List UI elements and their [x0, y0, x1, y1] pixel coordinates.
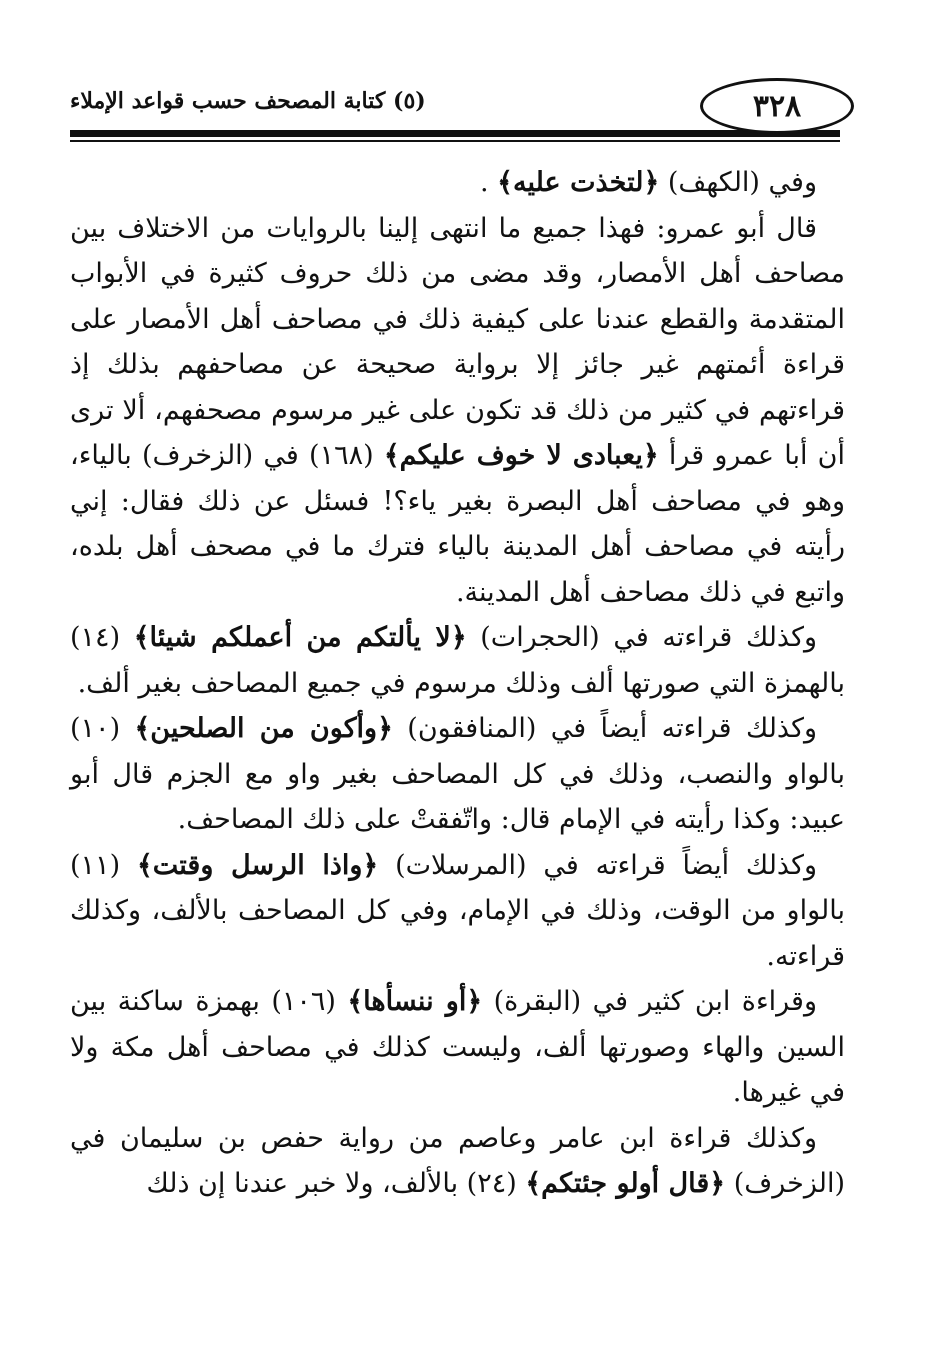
header-rule-thin	[70, 140, 840, 142]
text-segment: وفي (الكهف)	[659, 167, 817, 198]
text-segment: وكذلك قراءته أيضاً في (المنافقون)	[392, 713, 817, 744]
text-segment: .	[480, 167, 498, 198]
text-segment: وكذلك أيضاً قراءته في (المرسلات)	[378, 849, 817, 881]
quran-quote: ﴿يعبادى لا خوف عليكم﴾	[383, 440, 659, 471]
text-segment: وكذلك قراءته في (الحجرات)	[466, 622, 817, 653]
paragraph	[70, 1116, 845, 1207]
text-segment: وقراءة ابن كثير في (البقرة)	[482, 986, 817, 1017]
text-segment: (١٠) بالواو والنصب، وذلك في كل المصاحف بغير واو مع الجزم قال أبو عبيد: وكذا رأيته في الإمام قال: واتّفقتْ على ذلك المصاحف.	[70, 713, 845, 835]
paragraph	[70, 706, 845, 843]
paragraph	[70, 979, 845, 1116]
running-title: (٥) كتابة المصحف حسب قواعد الإملاء	[70, 88, 426, 114]
paragraph	[70, 160, 845, 206]
text-segment: (١١) بالواو من الوقت، وذلك في الإمام، وفي كل المصاحف بالألف، وكذلك قراءته.	[70, 849, 845, 972]
quran-quote: ﴿أو ننسأها﴾	[347, 986, 483, 1017]
paragraph	[70, 843, 845, 980]
quran-quote: ﴿لا يألتكم من أعملكم شيئا﴾	[133, 622, 467, 653]
text-segment: قال أبو عمرو: فهذا جميع ما انتهى إلينا بالروايات من الاختلاف بين مصاحف أهل الأمصار، وقد مضى من ذلك حروف كثيرة في الأبواب المتقدمة والقطع عندنا على كيفية ذلك في مصاحف أهل الأمصار على قراءة أئمتهم غير جائز إلا برواية صحيحة عن مصاحفهم بذلك إذ قراءتهم في كثير من ذلك قد تكون على غير مرسوم مصحفهم، ألا ترى أن أبا عمرو قرأ	[70, 212, 845, 471]
page-number: ٣٢٨	[700, 78, 854, 134]
page-header	[70, 78, 840, 148]
text-segment: (١٠٦) بهمزة ساكنة بين السين والهاء وصورتها ألف، وليست كذلك في مصاحف أهل مكة ولا في غيرها.	[70, 986, 845, 1108]
paragraph	[70, 206, 845, 616]
quran-quote: ﴿وأكون من الصلحين﴾	[134, 713, 393, 744]
text-segment: (٢٤) بالألف، ولا خبر عندنا إن ذلك	[146, 1168, 526, 1199]
body-text	[70, 160, 845, 1207]
text-segment: (١٦٨) في (الزخرف) بالياء، وهو في مصاحف أهل البصرة بغير ياء؟! فسئل عن ذلك فقال: إني رأيته في مصاحف أهل المدينة بالياء فترك ما في مصحف أهل بلده، واتبع في ذلك مصاحف أهل المدينة.	[70, 440, 845, 608]
quran-quote: ﴿قال أولو جئتكم﴾	[525, 1168, 726, 1199]
text-segment: (١٤) بالهمزة التي صورتها ألف وذلك مرسوم في جميع المصاحف بغير ألف.	[70, 622, 845, 699]
quran-quote: ﴿واذا الرسل وقتت﴾	[136, 849, 379, 881]
paragraph	[70, 615, 845, 706]
header-rule-thick	[70, 130, 840, 137]
quran-quote: ﴿لتخذت عليه﴾	[497, 167, 660, 198]
text-segment: وكذلك قراءة ابن عامر وعاصم من رواية حفص بن سليمان في (الزخرف)	[70, 1122, 845, 1199]
